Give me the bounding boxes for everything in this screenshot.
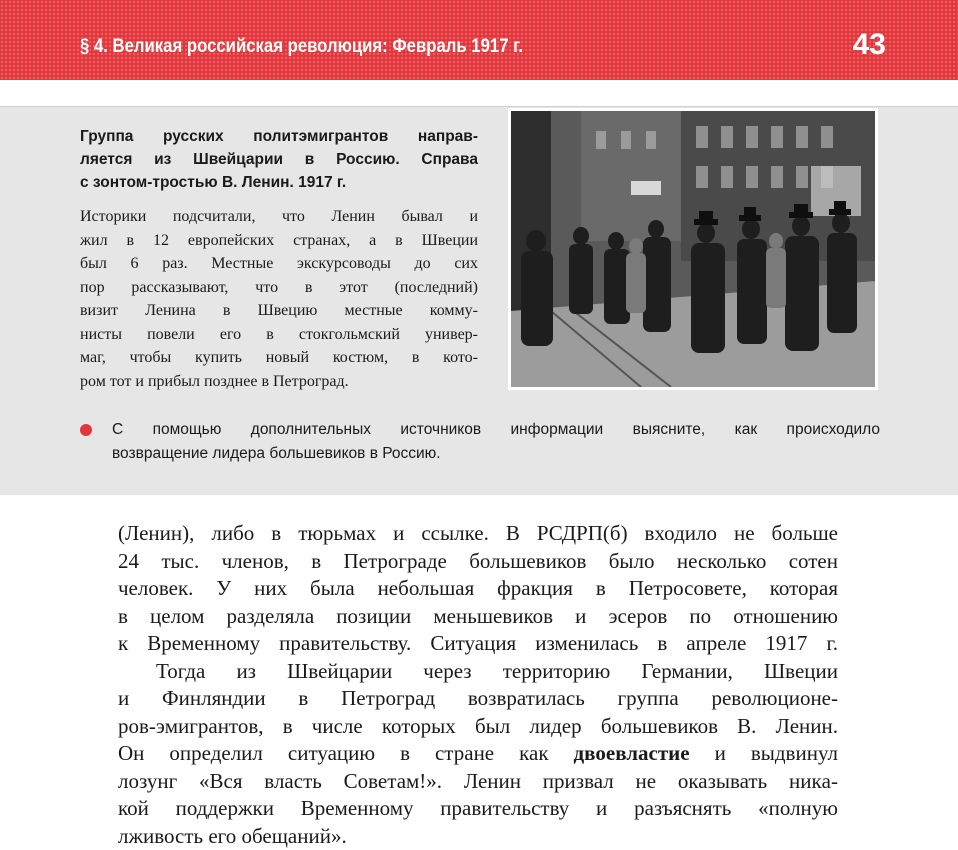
assignment-question <box>112 418 880 466</box>
text-run: Он определил ситуацию в стране как <box>118 741 574 765</box>
note-line: ром тот и прибыл позднее в Петроград. <box>80 370 478 394</box>
caption-line: Группа русских политэмигрантов направ- <box>80 125 478 148</box>
historical-note <box>80 205 478 393</box>
text-line: Тогда из Швейцарии через территорию Германии, Швеции <box>118 658 838 686</box>
term-dual-power: двоевластие <box>574 741 690 765</box>
note-line: визит Ленина в Швецию местные комму- <box>80 299 478 323</box>
text-line <box>118 740 838 768</box>
note-line: Историки подсчитали, что Ленин бывал и <box>80 205 478 229</box>
street-scene-photo <box>511 111 875 387</box>
question-line: С помощью дополнительных источников информации выясните, как происходило <box>112 418 880 442</box>
note-line: маг, чтобы купить новый костюм, в кото- <box>80 346 478 370</box>
page-header <box>0 0 958 80</box>
text-line: к Временному правительству. Ситуация изменилась в апреле 1917 г. <box>118 630 838 658</box>
note-line: был 6 раз. Местные экскурсоводы до сих <box>80 252 478 276</box>
main-text <box>118 520 838 850</box>
text-line: 24 тыс. членов, в Петрограде большевиков было несколько сотен <box>118 548 838 576</box>
question-line: возвращение лидера большевиков в Россию. <box>112 442 880 466</box>
photo-caption <box>80 125 478 194</box>
paragraph <box>118 658 838 850</box>
text-line: ров-эмигрантов, в числе которых был лидер большевиков В. Ленин. <box>118 713 838 741</box>
caption-line: с зонтом-тростью В. Ленин. 1917 г. <box>80 171 478 194</box>
question-bullet-icon <box>80 424 92 436</box>
text-line: кой поддержки Временному правительству и разъяснять «полную <box>118 795 838 823</box>
chapter-title: § 4. Великая российская революция: Февраль 1917 г. <box>80 36 523 58</box>
text-line: (Ленин), либо в тюрьмах и ссылке. В РСДРП(б) входило не больше <box>118 520 838 548</box>
text-line: лозунг «Вся власть Советам!». Ленин призвал не оказывать никa- <box>118 768 838 796</box>
historical-photo <box>508 108 878 390</box>
text-line: в целом разделяла позиции меньшевиков и эсеров по отношению <box>118 603 838 631</box>
note-line: пор рассказывают, что в этот (последний) <box>80 276 478 300</box>
page-number: 43 <box>853 28 886 62</box>
paragraph <box>118 520 838 658</box>
note-line: нисты повели его в стокгольмский универ- <box>80 323 478 347</box>
text-line: лживость его обещаний». <box>118 823 838 850</box>
text-line: и Финляндии в Петроград возвратилась группа революционе- <box>118 685 838 713</box>
note-line: жил в 12 европейских странах, а в Швеции <box>80 229 478 253</box>
text-run: и выдвинул <box>690 741 838 765</box>
caption-line: ляется из Швейцарии в Россию. Справа <box>80 148 478 171</box>
text-line: человек. У них была небольшая фракция в Петросовете, которая <box>118 575 838 603</box>
